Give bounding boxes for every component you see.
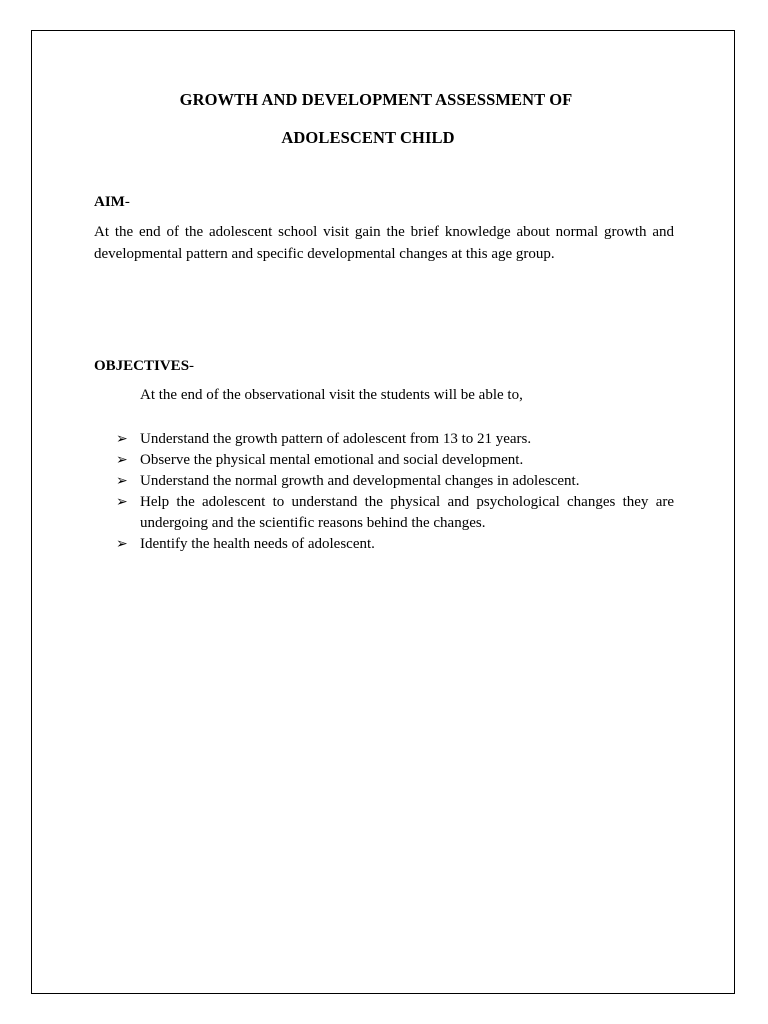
arrow-bullet-icon: ➢ xyxy=(116,537,128,552)
objectives-heading xyxy=(94,358,194,375)
list-item xyxy=(0,492,674,534)
aim-heading-label: AIM xyxy=(94,194,125,210)
objectives-heading-label: OBJECTIVES xyxy=(94,358,190,374)
list-item-text: Help the adolescent to understand the physical and psychological changes they are undergoing and the scientific reasons behind the changes. xyxy=(140,494,674,531)
objectives-heading-dash: - xyxy=(189,358,195,374)
objectives-intro: At the end of the observational visit the students will be able to, xyxy=(140,387,523,403)
arrow-bullet-icon: ➢ xyxy=(116,474,128,489)
aim-text: At the end of the adolescent school visit gain the brief knowledge about normal growth and developmental pattern and specific developmental changes at this age group. xyxy=(94,224,674,262)
list-item xyxy=(0,429,674,450)
document-title-line-2: ADOLESCENT CHILD xyxy=(281,128,455,147)
list-item xyxy=(0,471,674,492)
list-item xyxy=(0,450,674,471)
list-item-text: Observe the physical mental emotional and social development. xyxy=(140,452,524,468)
list-item-text: Identify the health needs of adolescent. xyxy=(140,536,375,552)
document-title-line-1: GROWTH AND DEVELOPMENT ASSESSMENT OF xyxy=(179,90,573,109)
list-item-text: Understand the normal growth and developmental changes in adolescent. xyxy=(140,473,580,489)
arrow-bullet-icon: ➢ xyxy=(116,453,128,468)
aim-heading-dash: - xyxy=(124,194,130,210)
aim-heading xyxy=(94,194,130,211)
arrow-bullet-icon: ➢ xyxy=(116,432,128,447)
arrow-bullet-icon: ➢ xyxy=(116,495,128,510)
list-item xyxy=(0,534,674,555)
objectives-list xyxy=(0,429,674,555)
list-item-text: Understand the growth pattern of adolescent from 13 to 21 years. xyxy=(140,431,532,447)
